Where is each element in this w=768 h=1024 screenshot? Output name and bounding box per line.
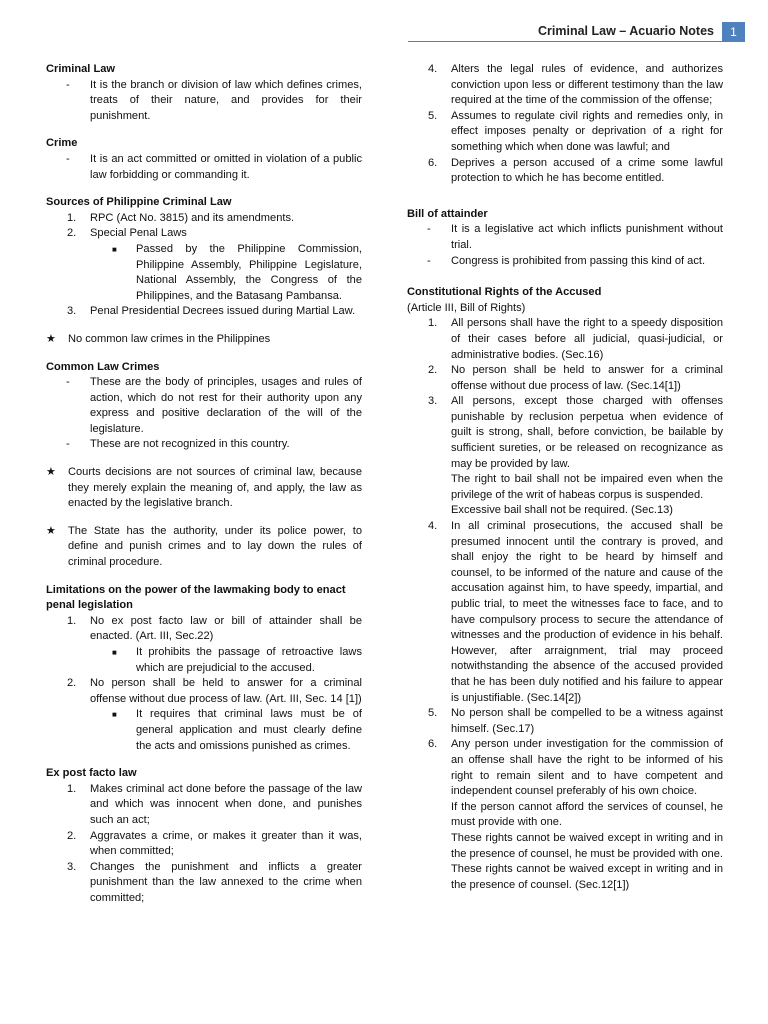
rights-item-6-waiver-1: These rights cannot be waived except in writing and in the presence of counsel, he must be provided with one. <box>451 831 723 860</box>
note-no-common-law: ★ No common law crimes in the Philippines <box>46 332 362 348</box>
note-police-power: ★ The State has the authority, under its police power, to define and punish crimes and to lay down the rules of criminal procedure. <box>46 524 362 569</box>
ex-post-item-2: 2. Aggravates a crime, or makes it greater than it was, when committed; <box>67 829 362 858</box>
page-header <box>0 22 768 44</box>
limitations-item-1: 1. No ex post facto law or bill of attainder shall be enacted. (Art. III, Sec.22) <box>67 614 362 643</box>
ex-post-item-6: 6. Deprives a person accused of a crime some lawful protection to which he has become entitled. <box>428 156 723 185</box>
sources-item-3: 3. Penal Presidential Decrees issued during Martial Law. <box>67 305 356 318</box>
crime-heading: Crime <box>46 137 78 150</box>
rights-item-3-bail: The right to bail shall not be impaired even when the privilege of the writ of habeas corpus is suspended. <box>451 473 723 501</box>
left-column <box>46 62 362 907</box>
rights-item-6-counsel: If the person cannot afford the services of counsel, he must provide with one. <box>451 800 723 829</box>
sources-item-2: 2. Special Penal Laws <box>67 227 187 240</box>
rights-item-3-excessive: Excessive bail shall not be required. (Sec.13) <box>451 504 673 517</box>
bill-of-attainder-heading: Bill of attainder <box>407 207 488 220</box>
rights-item-6: 6. Any person under investigation for the commission of an offense shall have the right to be informed of his right to remain silent and to have competent and independent counsel preferably of his own choice. <box>428 738 723 798</box>
crime-definition: - It is an act committed or omitted in violation of a public law forbidding or commanding it. <box>66 152 362 181</box>
right-column <box>407 62 723 893</box>
ex-post-item-3: 3. Changes the punishment and inflicts a greater punishment than the law annexed to the crime when committed; <box>67 860 362 904</box>
bill-item-1: - It is a legislative act which inflicts punishment without trial. <box>427 223 723 251</box>
rights-item-1: 1. All persons shall have the right to a speedy disposition of their cases before all judicial, quasi-judicial, or administrative bodies. (Sec.16) <box>428 317 723 361</box>
page-number: 1 <box>722 22 745 42</box>
star-icon: ★ <box>46 466 56 479</box>
limitations-heading: Limitations on the power of the lawmaking body to enact penal legislation <box>46 583 346 612</box>
ex-post-item-5: 5. Assumes to regulate civil rights and remedies only, in effect imposes penalty or deprivation of a right for something which when done was lawful; and <box>428 109 723 153</box>
rights-item-3: 3. All persons, except those charged with offenses punishable by reclusion perpetua when evidence of guilt is strong, shall, before conviction, be bailable by sufficient sureties, or be released on recognizance as may be provided by law. <box>428 395 723 470</box>
sources-item-2-sub: ■ Passed by the Philippine Commission, Philippine Assembly, Philippine Legislature, National Assembly, the Congress of the Philippines, and the Batasang Pambansa. <box>112 242 362 302</box>
limitations-item-2-sub: ■ It requires that criminal laws must be of general application and must clearly define the acts and omissions punished as crimes. <box>112 708 362 752</box>
limitations-item-2: 2. No person shall be held to answer for a criminal offense without due process of law. (Art. III, Sec. 14 [1]) <box>67 677 362 705</box>
ex-post-item-4: 4. Alters the legal rules of evidence, and authorizes conviction upon less or different testimony than the law required at the time of the commission of the offense; <box>428 63 723 107</box>
ex-post-item-1: 1. Makes criminal act done before the passage of the law and which was innocent when done, and punishes such an act; <box>67 782 362 826</box>
criminal-law-heading: Criminal Law <box>46 63 116 75</box>
common-law-item-1: - These are the body of principles, usages and rules of action, which do not rest for their authority upon any express and positive declaration of the will of the legislature. <box>66 376 362 435</box>
rights-subheading: (Article III, Bill of Rights) <box>407 301 526 314</box>
header-rule <box>408 41 722 42</box>
bill-item-2: - Congress is prohibited from passing this kind of act. <box>427 254 706 267</box>
limitations-item-1-sub: ■ It prohibits the passage of retroactive laws which are prejudicial to the accused. <box>112 646 362 674</box>
rights-heading: Constitutional Rights of the Accused <box>407 286 602 299</box>
header-title: Criminal Law – Acuario Notes <box>538 24 714 38</box>
star-icon: ★ <box>46 332 56 345</box>
ex-post-facto-heading: Ex post facto law <box>46 767 137 780</box>
star-icon: ★ <box>46 524 56 537</box>
sources-item-1: 1. RPC (Act No. 3815) and its amendments. <box>67 211 295 224</box>
note-court-decisions: ★ Courts decisions are not sources of criminal law, because they merely explain the meaning of, and apply, the law as enacted by the legislative branch. <box>46 466 362 510</box>
rights-item-4: 4. In all criminal prosecutions, the accused shall be presumed innocent until the contrary is proved, and shall enjoy the right to be heard by himself and counsel, to be informed of the nature and cause of the accusation against him, to have speedy, impartial, and public trial, to meet the witnesses face to face, and to have compulsory process to secure the attendance of witnesses and the production of evidence in his behalf. However, after arraignment, trial may proceed notwithstanding the absence of the accused provided that he has been duly notified and his failure to appear is unjustifiable. (Sec.14[2]) <box>428 520 723 704</box>
sources-heading: Sources of Philippine Criminal Law <box>46 196 232 209</box>
common-law-heading: Common Law Crimes <box>46 360 160 373</box>
rights-item-5: 5. No person shall be compelled to be a witness against himself. (Sec.17) <box>428 707 723 735</box>
rights-item-2: 2. No person shall be held to answer for a criminal offense without due process of law. (Sec.14[1]) <box>428 364 723 392</box>
common-law-item-2: - These are not recognized in this country. <box>66 438 290 451</box>
criminal-law-definition: - It is the branch or division of law which defines crimes, treats of their nature, and provides for their punishment. <box>66 78 362 122</box>
rights-item-6-waiver-2: These rights cannot be waived except in writing and in the presence of counsel. (Sec.12[1]) <box>451 863 723 891</box>
